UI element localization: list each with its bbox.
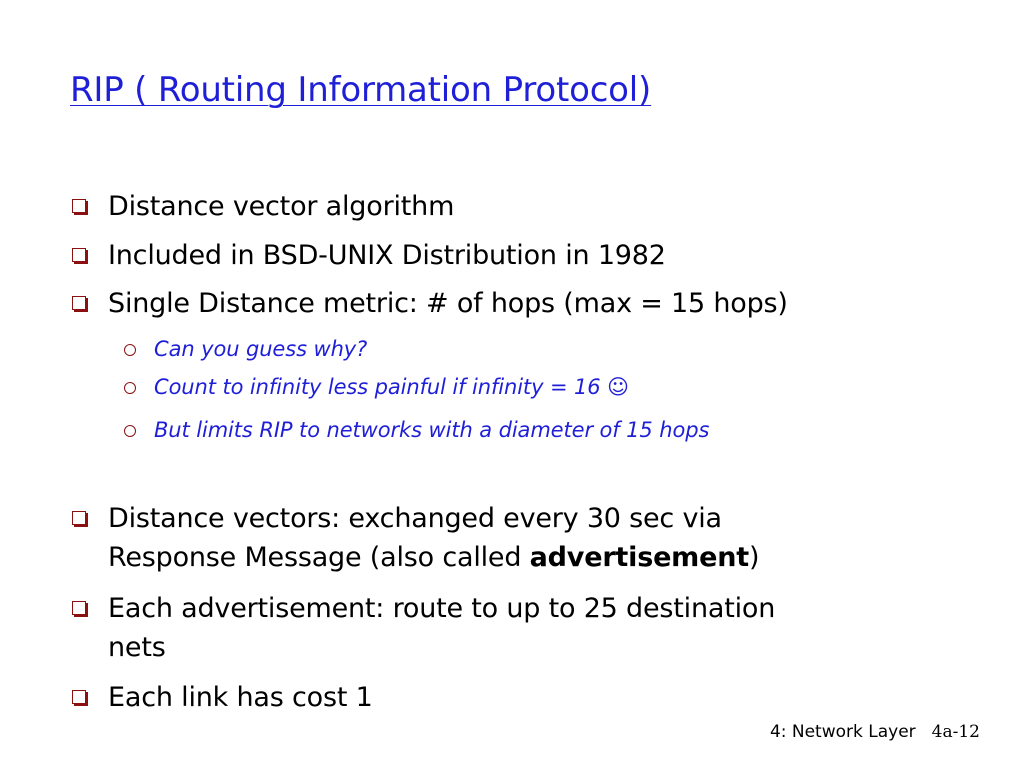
circle-bullet-icon [124, 344, 136, 356]
bullet-item [72, 284, 952, 323]
sub-bullet-item [124, 415, 984, 445]
sub-bullet-text: Can you guess why? [154, 337, 368, 361]
square-bullet-icon [72, 248, 86, 262]
square-bullet-icon [72, 199, 86, 213]
square-bullet-icon [72, 296, 86, 310]
sub-bullet-item [124, 372, 984, 402]
bullet-text: Distance vector algorithm [108, 191, 455, 222]
bullet-item [72, 499, 952, 577]
bullet-line: Distance vectors: exchanged every 30 sec via [108, 503, 722, 534]
bullet-text: Included in BSD-UNIX Distribution in 1982 [108, 240, 666, 271]
footer-page-number: 4a-12 [931, 722, 980, 742]
bullet-text: Each link has cost 1 [108, 682, 373, 713]
bullet-item [72, 678, 952, 717]
bullet-line: ) [748, 542, 760, 573]
circle-bullet-icon [124, 425, 136, 437]
circle-bullet-icon [124, 382, 136, 394]
square-bullet-icon [72, 511, 86, 525]
bullet-text [108, 499, 759, 577]
square-bullet-icon [72, 690, 86, 704]
advertisement-term: advertisement [529, 542, 749, 573]
slide-title: RIP ( Routing Information Protocol) [70, 70, 652, 110]
square-bullet-icon [72, 601, 86, 615]
footer-chapter: 4: Network Layer [769, 722, 916, 742]
bullet-item [72, 187, 952, 226]
slide-footer [770, 722, 980, 742]
bullet-line: nets [108, 632, 166, 663]
bullet-item [72, 589, 952, 667]
sub-bullet-text: Count to infinity less painful if infinity = 16 ☺ [154, 375, 629, 399]
sub-bullet-item [124, 334, 984, 364]
bullet-text [108, 589, 775, 667]
sub-bullet-text: But limits RIP to networks with a diameter of 15 hops [154, 418, 710, 442]
bullet-line: Each advertisement: route to up to 25 destination [108, 593, 776, 624]
bullet-item [72, 236, 952, 275]
bullet-text: Single Distance metric: # of hops (max = 15 hops) [108, 288, 788, 319]
bullet-line: Response Message (also called [108, 542, 530, 573]
